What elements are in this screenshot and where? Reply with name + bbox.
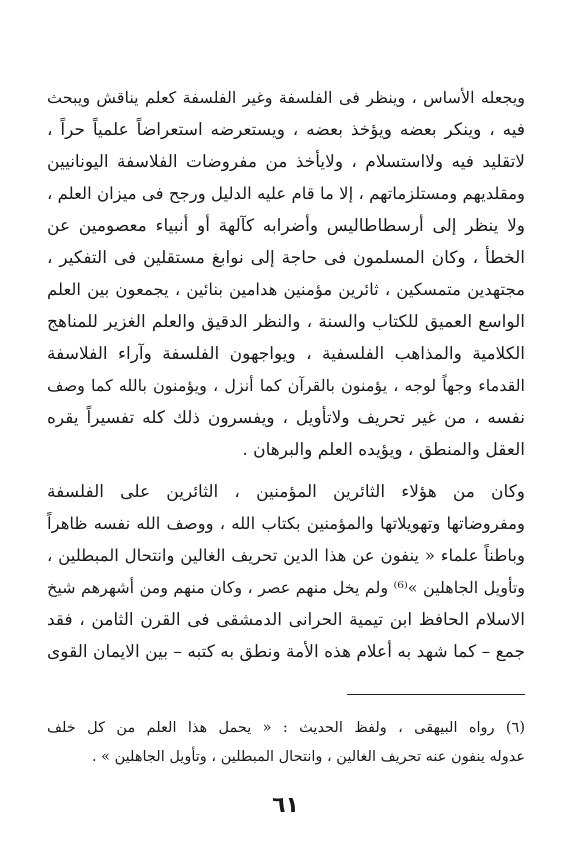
text-line: القدماء وجهاً لوجه ، يؤمنون بالقرآن كما أنزل ، ويؤمنون بالله كما وصف [47, 376, 525, 395]
text-line: لاتقليد فيه ولااستسلام ، ولايأخذ من مفروضات الفلاسفة اليونانيين [47, 152, 525, 172]
text-line: ومقلديهم ومستلزماتهم ، إلا ما قام عليه الدليل ورجح فى ميزان العلم ، [47, 184, 525, 203]
body-paragraph [47, 476, 525, 668]
text-line: مجتهدين متمسكين ، ثائرين مؤمنين هدامين بنائين ، يجمعون بين العلم [47, 280, 525, 299]
footnote [47, 714, 525, 772]
footnote-line: عدوله ينفون عنه تحريف الغالين ، وانتحال المبطلين ، وتأويل الجاهلين » . [91, 749, 525, 765]
text-line: وتأويل الجاهلين »⁽⁶⁾ ولم يخل منهم عصر ، وكان منهم ومن أشهرهم شيخ [47, 578, 525, 597]
text-line: وباطناً علماء « ينفون عن هذا الدين تحريف الغالين وانتحال المبطلين ، [47, 546, 525, 565]
text-line: ولا ينظر إلى أرسطاطاليس وأضرابه كآلهة أو أنبياء معصومين عن [47, 216, 525, 236]
text-line: فيه ، وينكر بعضه ويؤخذ بعضه ، ويستعرضه استعراضاً علمياً حراً ، [47, 120, 525, 140]
page-number: ٦١ [272, 793, 299, 818]
text-line: نفسه ، من غير تحريف ولاتأويل ، ويفسرون ذلك كله تفسيراً يقره [47, 408, 525, 428]
footnote-divider [347, 694, 525, 695]
text-line: وكان من هؤلاء الثائرين المؤمنين ، الثائرين على الفلسفة [47, 482, 525, 502]
text-line: الواسع العميق للكتاب والسنة ، والنظر الدقيق والعلم الغزير للمناهج [47, 312, 525, 332]
text-line: جمع – كما شهد به أعلام هذه الأمة ونطق به كتبه – بين الايمان القوى [47, 642, 525, 662]
text-line: ويجعله الأساس ، وينظر فى الفلسفة وغير الفلسفة كعلم يناقش ويبحث [47, 88, 525, 107]
body-paragraph [47, 82, 525, 466]
text-line: الخطأ ، وكان المسلمون فى حاجة إلى نوابغ مستقلين فى التفكير ، [47, 248, 525, 268]
text-line: الاسلام الحافظ ابن تيمية الحرانى الدمشقى فى القرن الثامن ، فقد [47, 610, 525, 630]
footnote-line: (٦) رواه البيهقى ، ولفظ الحديث : « يحمل هذا العلم من كل خلف [47, 720, 525, 736]
text-line: الكلامية والمذاهب الفلسفية ، ويواجهون الفلسفة وآراء الفلاسفة [47, 344, 525, 364]
text-line: ومفروضاتها وتهويلاتها والمؤمنين بكتاب الله ، ووصف الله نفسه ظاهراً [47, 514, 525, 533]
text-line: العقل والمنطق ، ويؤيده العلم والبرهان . [242, 440, 525, 460]
